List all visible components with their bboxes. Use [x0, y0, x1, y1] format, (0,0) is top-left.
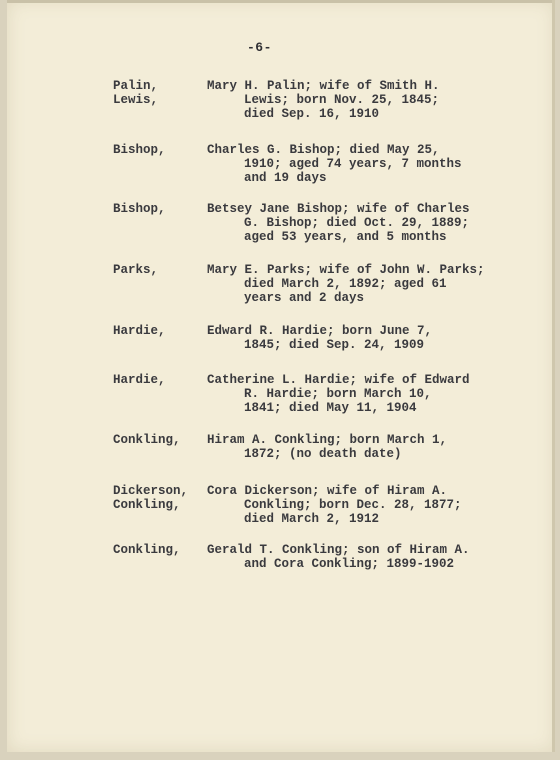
description-line: 1841; died May 11, 1904	[244, 401, 417, 415]
description-line: Lewis; born Nov. 25, 1845;	[244, 93, 440, 107]
description-line: Conkling; born Dec. 28, 1877;	[244, 498, 462, 512]
page-top-edge	[7, 0, 555, 3]
entry-surname: Conkling,	[113, 543, 181, 557]
entry-surname: Conkling,	[113, 433, 181, 447]
entry-description	[207, 79, 507, 121]
entry-surname: Bishop,	[113, 202, 166, 216]
entry-surname: Hardie,	[113, 324, 166, 338]
entry-surname: Bishop,	[113, 143, 166, 157]
description-line: Mary H. Palin; wife of Smith H.	[207, 79, 440, 93]
description-line: Cora Dickerson; wife of Hiram A.	[207, 484, 448, 498]
description-line: 1872; (no death date)	[244, 447, 402, 461]
entry-surname: Palin, Lewis,	[113, 79, 159, 107]
description-line: years and 2 days	[244, 291, 365, 305]
entry-surname: Hardie,	[113, 373, 166, 387]
description-line: G. Bishop; died Oct. 29, 1889;	[244, 216, 470, 230]
description-line: died Sep. 16, 1910	[244, 107, 380, 121]
entry-description	[207, 373, 507, 415]
description-line: aged 53 years, and 5 months	[244, 230, 447, 244]
entry-description	[207, 143, 507, 185]
entry-description	[207, 263, 507, 305]
page-number: -6-	[247, 40, 272, 55]
description-line: died March 2, 1892; aged 61	[244, 277, 447, 291]
description-line: and 19 days	[244, 171, 327, 185]
description-line: Catherine L. Hardie; wife of Edward	[207, 373, 470, 387]
description-line: Mary E. Parks; wife of John W. Parks;	[207, 263, 485, 277]
description-line: Edward R. Hardie; born June 7,	[207, 324, 433, 338]
entry-description	[207, 484, 507, 526]
entry-description	[207, 324, 507, 352]
description-line: died March 2, 1912	[244, 512, 380, 526]
description-line: Gerald T. Conkling; son of Hiram A.	[207, 543, 470, 557]
description-line: Hiram A. Conkling; born March 1,	[207, 433, 448, 447]
description-line: 1910; aged 74 years, 7 months	[244, 157, 462, 171]
entry-description	[207, 433, 507, 461]
description-line: Charles G. Bishop; died May 25,	[207, 143, 440, 157]
description-line: 1845; died Sep. 24, 1909	[244, 338, 425, 352]
entry-description	[207, 202, 507, 244]
description-line: Betsey Jane Bishop; wife of Charles	[207, 202, 470, 216]
entry-surname: Parks,	[113, 263, 159, 277]
description-line: R. Hardie; born March 10,	[244, 387, 432, 401]
page-right-edge	[552, 0, 555, 752]
description-line: and Cora Conkling; 1899-1902	[244, 557, 455, 571]
document-page	[7, 0, 555, 752]
entry-description	[207, 543, 507, 571]
entry-surname: Dickerson, Conkling,	[113, 484, 189, 512]
